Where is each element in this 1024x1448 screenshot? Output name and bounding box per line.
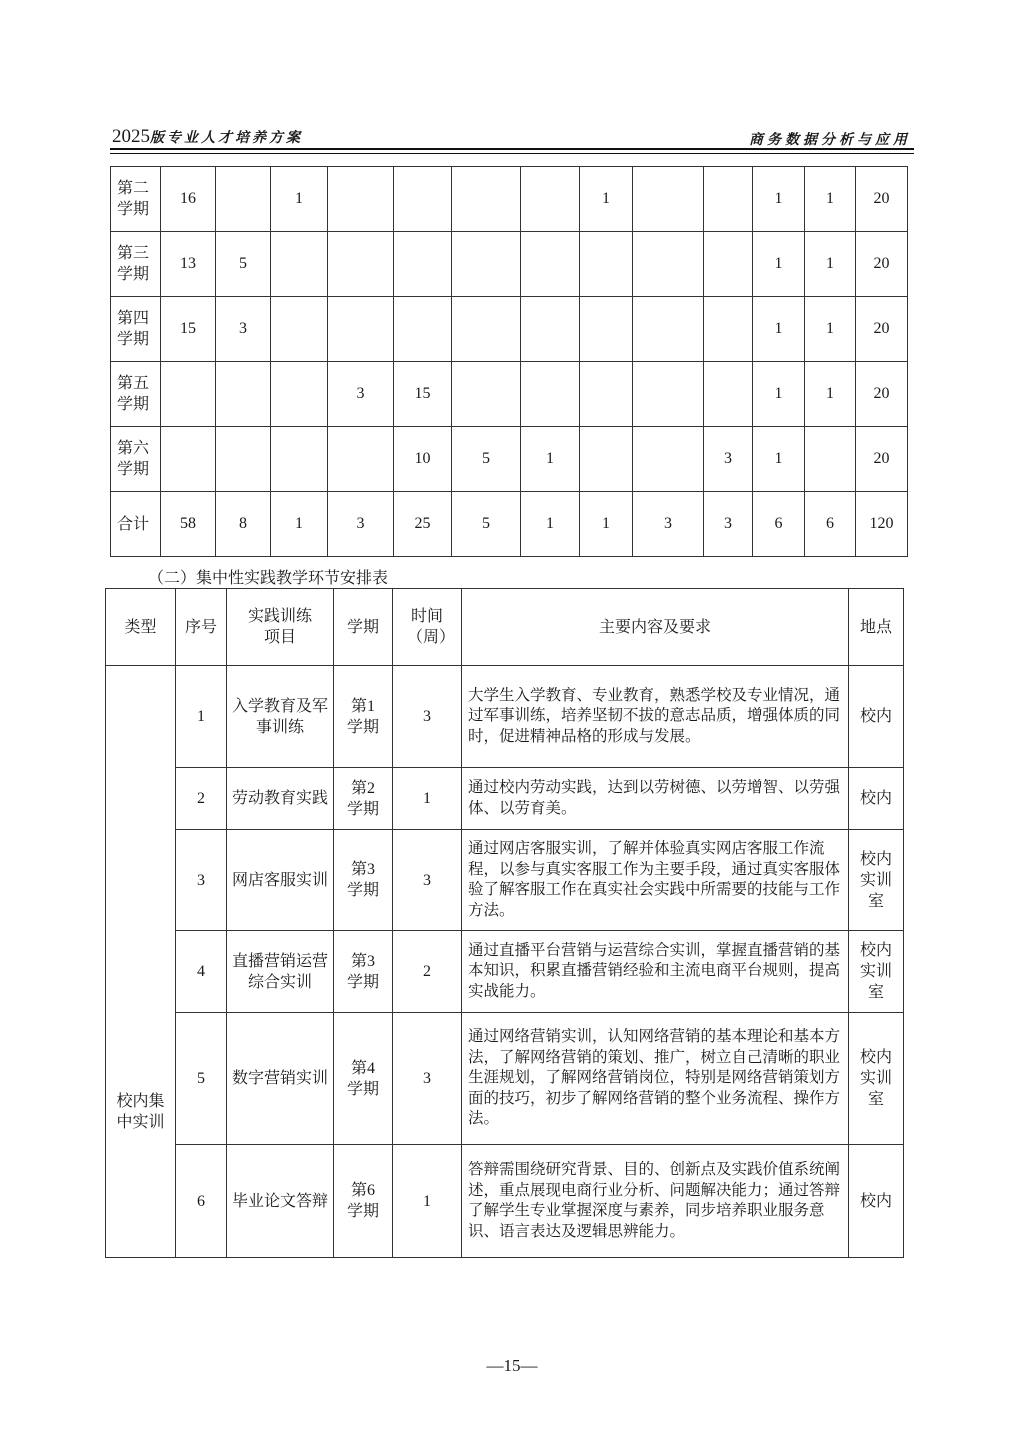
weeks-cell: 1	[393, 768, 462, 830]
project-cell: 劳动教育实践	[227, 768, 334, 830]
table-cell	[452, 297, 521, 362]
content-cell: 答辩需围绕研究背景、目的、创新点及实践价值系统阐述，重点展现电商行业分析、问题解决能力；通过答辩了解学生专业掌握深度与素养，同步培养职业服务意识、语言表达及逻辑思辨能力。	[462, 1145, 849, 1258]
table-row	[106, 1145, 904, 1258]
table-cell: 13	[161, 232, 216, 297]
table-cell	[704, 167, 753, 232]
content-cell: 通过直播平台营销与运营综合实训，掌握直播营销的基本知识，积累直播营销经验和主流电商平台规则，提高实战能力。	[462, 931, 849, 1013]
table-row	[111, 297, 908, 362]
header-type: 类型	[106, 589, 176, 666]
table-cell: 5	[452, 427, 521, 492]
table-cell: 15	[161, 297, 216, 362]
table-cell	[161, 427, 216, 492]
table-cell: 1	[580, 492, 633, 557]
table-cell: 10	[394, 427, 452, 492]
table-cell: 20	[856, 297, 908, 362]
index-cell: 3	[176, 830, 227, 931]
content-cell: 通过网店客服实训，了解并体验真实网店客服工作流程，以参与真实客服工作为主要手段，通过真实客服体验了解客服工作在真实社会实践中所需要的技能与工作方法。	[462, 830, 849, 931]
table-cell	[216, 167, 271, 232]
index-cell: 6	[176, 1145, 227, 1258]
table-cell: 120	[856, 492, 908, 557]
project-cell: 数字营销实训	[227, 1013, 334, 1145]
section-caption: （二）集中性实践教学环节安排表	[148, 570, 389, 587]
weeks-cell: 2	[393, 931, 462, 1013]
project-cell: 入学教育及军事训练	[227, 666, 334, 768]
table-cell: 25	[394, 492, 452, 557]
table-cell	[521, 232, 580, 297]
header-content: 主要内容及要求	[462, 589, 849, 666]
semester-cell: 第3学期	[334, 830, 393, 931]
index-cell: 1	[176, 666, 227, 768]
index-cell: 5	[176, 1013, 227, 1145]
row-label: 第三学期	[111, 232, 161, 297]
table-cell	[580, 427, 633, 492]
table-cell	[805, 427, 856, 492]
location-cell: 校内	[849, 1145, 904, 1258]
location-cell: 校内	[849, 768, 904, 830]
table-cell: 1	[805, 297, 856, 362]
row-label: 合计	[111, 492, 161, 557]
table-row	[106, 931, 904, 1013]
table-cell	[394, 167, 452, 232]
index-cell: 4	[176, 931, 227, 1013]
table-cell	[580, 297, 633, 362]
table-cell	[328, 167, 394, 232]
table-cell: 3	[216, 297, 271, 362]
table-cell	[216, 427, 271, 492]
table-cell: 20	[856, 427, 908, 492]
table-cell	[328, 232, 394, 297]
weekly-allocation-table	[110, 166, 908, 557]
table-cell: 3	[633, 492, 704, 557]
group-type-cell: 校内集中实训	[106, 666, 176, 1258]
header-rule	[110, 148, 914, 154]
table-cell	[633, 167, 704, 232]
table-cell: 1	[753, 362, 805, 427]
table-row	[111, 427, 908, 492]
table-cell	[704, 297, 753, 362]
content-cell: 通过校内劳动实践，达到以劳树德、以劳增智、以劳强体、以劳育美。	[462, 768, 849, 830]
table-row	[111, 232, 908, 297]
table-cell: 15	[394, 362, 452, 427]
table-cell: 5	[216, 232, 271, 297]
table-cell: 6	[753, 492, 805, 557]
table-cell: 16	[161, 167, 216, 232]
table-cell	[271, 232, 328, 297]
table-cell	[216, 362, 271, 427]
table-cell	[161, 362, 216, 427]
document-title-text: 版专业人才培养方案	[150, 130, 303, 146]
weeks-cell: 3	[393, 1013, 462, 1145]
table-cell	[328, 427, 394, 492]
project-cell: 网店客服实训	[227, 830, 334, 931]
page-number: —15—	[486, 1356, 538, 1375]
table-cell	[394, 297, 452, 362]
table-cell: 5	[452, 492, 521, 557]
table-cell	[633, 427, 704, 492]
table-row	[111, 362, 908, 427]
table-cell: 20	[856, 362, 908, 427]
table-cell: 1	[753, 167, 805, 232]
table-cell: 1	[805, 362, 856, 427]
practice-schedule-table	[105, 588, 904, 1258]
table-row	[106, 666, 904, 768]
table-row	[111, 492, 908, 557]
table-row	[106, 830, 904, 931]
table-cell	[394, 232, 452, 297]
table-cell: 3	[704, 492, 753, 557]
header-semester: 学期	[334, 589, 393, 666]
table-cell: 8	[216, 492, 271, 557]
table-cell	[704, 362, 753, 427]
table-cell: 58	[161, 492, 216, 557]
table-cell	[633, 232, 704, 297]
project-cell: 毕业论文答辩	[227, 1145, 334, 1258]
header-location: 地点	[849, 589, 904, 666]
table-cell: 1	[271, 167, 328, 232]
table-cell	[521, 362, 580, 427]
table-cell: 1	[753, 427, 805, 492]
table-cell	[580, 232, 633, 297]
table-row	[106, 1013, 904, 1145]
header-project: 实践训练项目	[227, 589, 334, 666]
row-label: 第二学期	[111, 167, 161, 232]
table-cell	[328, 297, 394, 362]
table-cell: 1	[271, 492, 328, 557]
table-cell	[521, 297, 580, 362]
table-row	[106, 768, 904, 830]
content-cell: 大学生入学教育、专业教育，熟悉学校及专业情况，通过军事训练，培养坚韧不拔的意志品质，增强体质的同时，促进精神品格的形成与发展。	[462, 666, 849, 768]
row-label: 第五学期	[111, 362, 161, 427]
table-cell: 1	[580, 167, 633, 232]
table-cell	[633, 297, 704, 362]
location-cell: 校内	[849, 666, 904, 768]
table-cell: 1	[753, 297, 805, 362]
index-cell: 2	[176, 768, 227, 830]
weeks-cell: 3	[393, 666, 462, 768]
weeks-cell: 1	[393, 1145, 462, 1258]
table-cell	[452, 362, 521, 427]
table-cell: 3	[328, 492, 394, 557]
table-cell	[580, 362, 633, 427]
table-header-row	[106, 589, 904, 666]
table-cell: 1	[521, 427, 580, 492]
project-cell: 直播营销运营综合实训	[227, 931, 334, 1013]
semester-cell: 第6学期	[334, 1145, 393, 1258]
table-cell	[452, 167, 521, 232]
table-cell	[633, 362, 704, 427]
weeks-cell: 3	[393, 830, 462, 931]
table-row	[111, 167, 908, 232]
table-cell: 20	[856, 232, 908, 297]
content-cell: 通过网络营销实训，认知网络营销的基本理论和基本方法，了解网络营销的策划、推广，树立自己清晰的职业生涯规划，了解网络营销岗位，特别是网络营销策划方面的技巧，初步了解网络营销的整个业务流程、操作方法。	[462, 1013, 849, 1145]
table-cell	[271, 297, 328, 362]
table-cell: 1	[521, 492, 580, 557]
table-cell: 1	[805, 232, 856, 297]
table-cell: 20	[856, 167, 908, 232]
table-cell: 1	[805, 167, 856, 232]
document-title	[112, 126, 303, 148]
location-cell: 校内实训室	[849, 1013, 904, 1145]
location-cell: 校内实训室	[849, 931, 904, 1013]
semester-cell: 第2学期	[334, 768, 393, 830]
table-cell	[521, 167, 580, 232]
table-cell	[704, 232, 753, 297]
semester-cell: 第3学期	[334, 931, 393, 1013]
table-cell	[452, 232, 521, 297]
row-label: 第四学期	[111, 297, 161, 362]
header-index: 序号	[176, 589, 227, 666]
semester-cell: 第1学期	[334, 666, 393, 768]
running-header	[110, 126, 913, 150]
table-cell	[271, 362, 328, 427]
location-cell: 校内实训室	[849, 830, 904, 931]
document-year: 2025	[112, 126, 150, 147]
table-cell: 1	[753, 232, 805, 297]
header-weeks: 时间（周）	[393, 589, 462, 666]
row-label: 第六学期	[111, 427, 161, 492]
major-name: 商务数据分析与应用	[749, 132, 911, 148]
table-cell: 3	[704, 427, 753, 492]
table-cell: 6	[805, 492, 856, 557]
table-cell	[271, 427, 328, 492]
table-cell: 3	[328, 362, 394, 427]
semester-cell: 第4学期	[334, 1013, 393, 1145]
